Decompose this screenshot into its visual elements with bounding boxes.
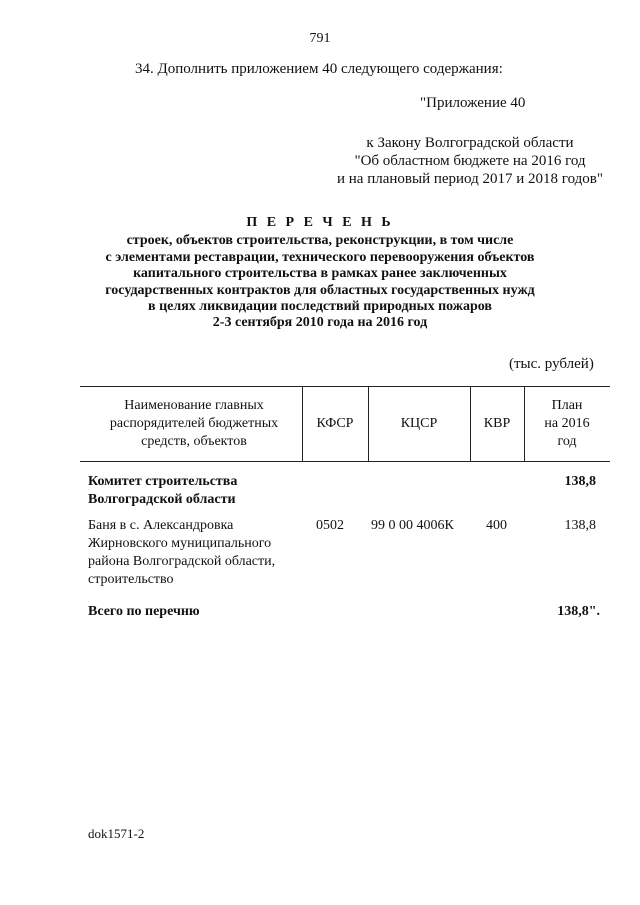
heading-line: в целях ликвидации последствий природных пожаров	[148, 299, 492, 315]
row-kcsr: 99 0 00 4006К	[371, 518, 454, 533]
page-number: 791	[309, 31, 331, 46]
appendix-line: и на плановый период 2017 и 2018 годов"	[337, 171, 603, 187]
group-plan: 138,8	[564, 474, 596, 489]
total-label: Всего по перечню	[88, 604, 200, 619]
header-kfsr: КФСР	[316, 416, 354, 431]
row-name: Баня в с. Александровка Жирновского муниципального района Волгоградской области, строительство	[88, 518, 276, 587]
units-label: (тыс. рублей)	[509, 356, 594, 372]
list-heading	[0, 215, 640, 332]
heading-line: 2-3 сентября 2010 года на 2016 год	[212, 315, 428, 331]
table-header-rule	[80, 461, 610, 462]
heading-line: с элементами реставрации, технического перевооружения объектов	[105, 249, 535, 265]
group-name: Комитет строительства Волгоградской области	[88, 474, 238, 507]
appendix-title: "Приложение 40	[420, 95, 526, 111]
intro-text: 34. Дополнить приложением 40 следующего содержания:	[135, 61, 503, 77]
heading-title: П Е Р Е Ч Е Н Ь	[246, 215, 394, 230]
header-plan: План на 2016 год	[544, 398, 590, 449]
header-kvr: КВР	[483, 416, 511, 431]
header-kcsr: КЦСР	[400, 416, 438, 431]
row-kfsr: 0502	[316, 518, 344, 533]
header-name: Наименование главных распорядителей бюджетных средств, объектов	[109, 398, 279, 449]
appendix-line: "Об областном бюджете на 2016 год	[354, 153, 586, 169]
table-top-rule	[80, 386, 610, 387]
appendix-line: к Закону Волгоградской области	[366, 135, 574, 151]
heading-line: государственных контрактов для областных государственных нужд	[105, 282, 535, 298]
row-plan: 138,8	[564, 518, 596, 533]
heading-line: капитального строительства в рамках ранее заключенных	[133, 266, 507, 282]
heading-line: строек, объектов строительства, реконструкции, в том числе	[126, 233, 514, 249]
row-kvr: 400	[486, 518, 507, 533]
document-code: dok1571-2	[88, 826, 145, 841]
total-plan: 138,8".	[557, 604, 600, 619]
